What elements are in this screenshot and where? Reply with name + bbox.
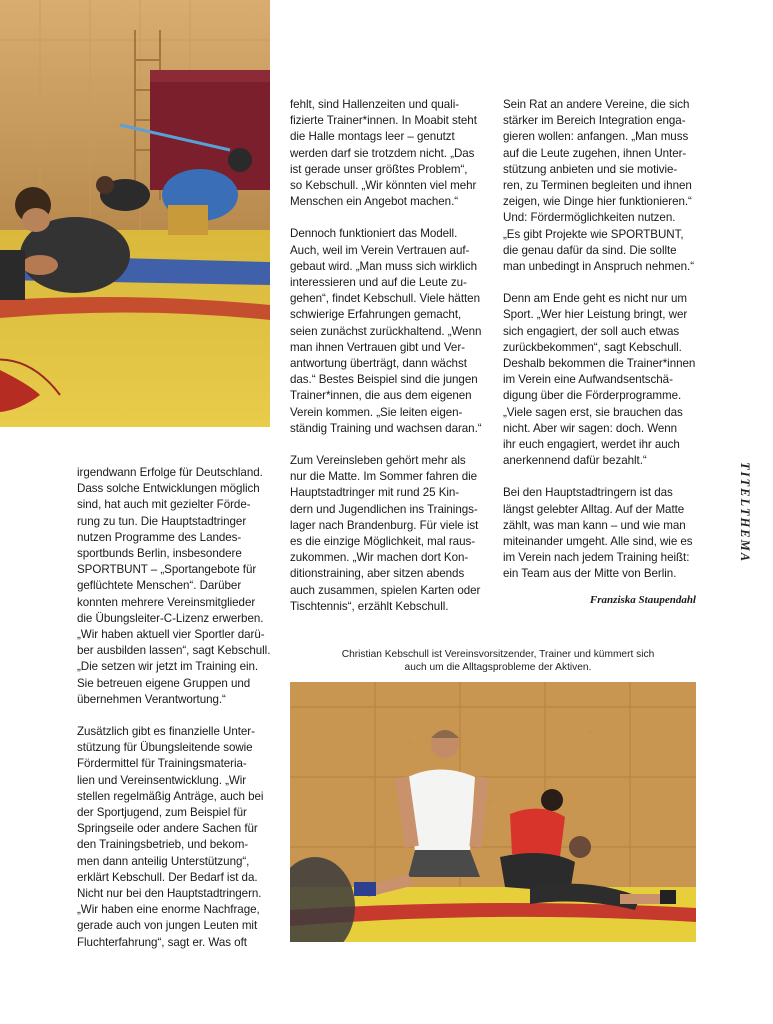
wrestling-training-illustration [0, 0, 270, 427]
wrestling-training-photo [0, 0, 270, 427]
column-middle [290, 97, 495, 615]
coach-training-illustration [290, 682, 696, 942]
paragraph: irgendwann Erfolge für Deutschland. Dass solche Entwicklungen möglich sind, hat auch mit gezielter Förde- rung zu tun. Die Hauptstadtringer nutzen Programme des Landes- sportbunds Berlin, insbesondere SPORTBUNT – „Sportangebote für geflüchtete Menschen“. Darüber konnten mehrere Vereinsmitglieder die Übungsleiter-C-Lizenz erwerben. „Wir haben aktuell vier Sportler darü- ber ausbilden lassen“, sagt Kebschull. „Die setzen wir jetzt im Training ein. Sie betreuen eigene Gruppen und übernehmen Verantwortung.“ [77, 466, 271, 706]
column-left [77, 465, 282, 951]
coach-training-photo [290, 682, 696, 942]
paragraph: fehlt, sind Hallenzeiten und quali- fizierte Trainer*innen. In Moabit steht die Halle montags leer – genutzt werden darf sie trotzdem nicht. „Das ist gerade unser größtes Problem“, so Kebschull. „Wir könnten viel mehr Menschen ein Angebot machen.“ [290, 98, 477, 209]
paragraph: Zusätzlich gibt es finanzielle Unter- stützung für Übungsleitende sowie Fördermittel für Trainingsmateria- lien und Vereinsentwicklung. „Wir stellen regelmäßig Anträge, auch bei der Sportjugend, zum Beispiel für Springseile oder andere Sachen für den Trainingsbetrieb, und bekom- men dann anteilig Unterstützung“, erklärt Kebschull. Der Bedarf ist da. Nicht nur bei den Hauptstadtringern. „Wir haben eine enorme Nachfrage, gerade auch von jungen Leuten mit Fluchterfahrung“, sagt er. Was oft [77, 725, 264, 949]
section-label: TITELTHEMA [738, 462, 752, 564]
paragraph: Zum Vereinsleben gehört mehr als nur die Matte. Im Sommer fahren die Hauptstadtringer mit rund 25 Kin- dern und Jugendlichen ins Trainings- lager nach Brandenburg. Für viele ist es die einzige Möglichkeit, mal raus- zukommen. „Wir machen dort Kon- ditionstraining, aber sitzen abends auch zusammen, spielen Karten oder Tischtennis“, erzählt Kebschull. [290, 454, 481, 613]
column-right [503, 97, 703, 583]
paragraph: Dennoch funktioniert das Modell. Auch, weil im Verein Vertrauen auf- gebaut wird. „Man muss sich wirklich interessieren und auf die Leute zu- gehen“, findet Kebschull. Viele hätten schwierige Erfahrungen gemacht, seien zunächst zurückhaltend. „Wenn man ihnen Vertrauen gibt und Ver- antwortung überträgt, dann wächst das.“ Bestes Beispiel sind die jungen Trainer*innen, die aus dem eigenen Verein kommen. „Sie leiten eigen- ständig Training und wachsen daran.“ [290, 227, 482, 435]
paragraph: Bei den Hauptstadtringern ist das längst gelebter Alltag. Auf der Matte zählt, was man kann – und wie man miteinander umgeht. Alle sind, wie es im Verein nach jedem Training heißt: ein Team aus der Mitte von Berlin. [503, 486, 693, 581]
paragraph: Denn am Ende geht es nicht nur um Sport. „Wer hier Leistung bringt, wer sich engagiert, der soll auch etwas zurückbekommen“, sagt Kebschull. Deshalb bekommen die Trainer*innen im Verein eine Aufwandsentschä- digung über die Förderprogramme. „Viele sagen erst, sie brauchen das nicht. Aber wir sagen: doch. Wenn ihr euch engagiert, werdet ihr auch anerkennend dafür bezahlt.“ [503, 292, 696, 468]
paragraph: Sein Rat an andere Vereine, die sich stärker im Bereich Integration enga- gieren wollen: anfangen. „Man muss auf die Leute zugehen, ihnen Unter- stützung anbieten und sie motivie- ren, zu Terminen begleiten und ihnen zeigen, wie Dinge hier funktionieren.“ Und: Fördermöglichkeiten nutzen. „Es gibt Projekte wie SPORTBUNT, die genau dafür da sind. Die sollte man unbedingt in Anspruch nehmen.“ [503, 98, 695, 274]
photo-caption: Christian Kebschull ist Vereinsvorsitzender, Trainer und kümmert sich auch um die Alltagsprobleme der Aktiven. [341, 649, 655, 674]
author-byline: Franziska Staupendahl [589, 594, 696, 606]
